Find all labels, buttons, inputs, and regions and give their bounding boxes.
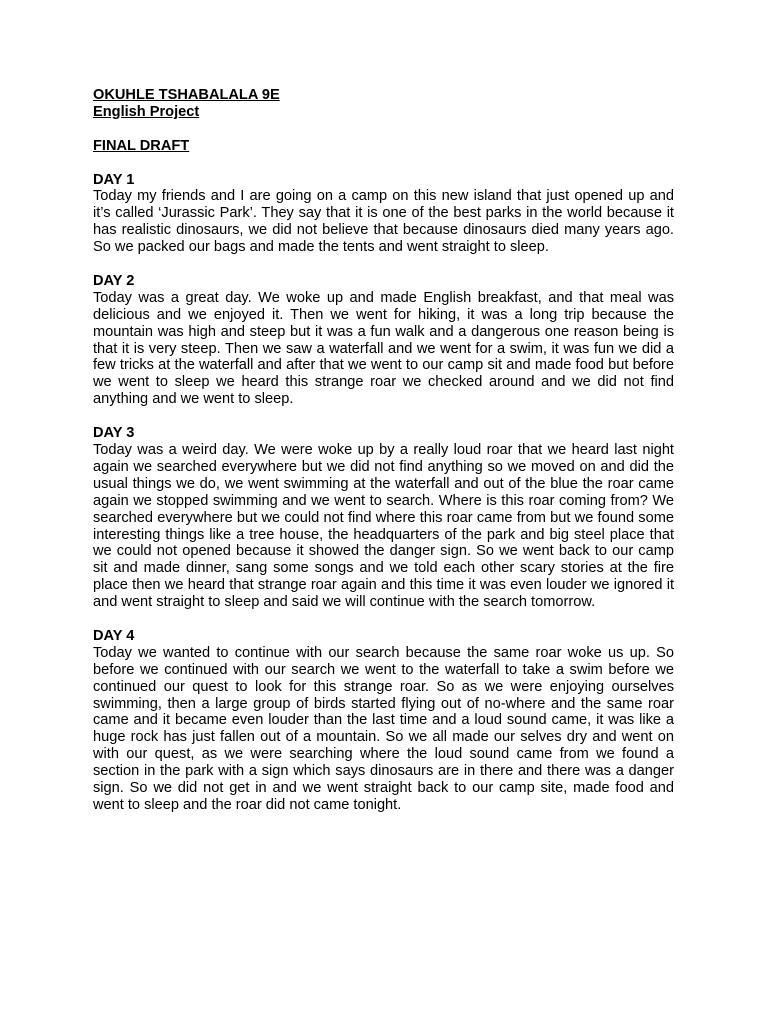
day-heading: DAY 2 (93, 272, 135, 289)
day-paragraph: Today my friends and I are going on a camp on this new island that just opened up and it’s called ‘Jurassic Park’. They say that it is one of the best parks in the world because it has realistic dinosaurs, we did not believe that because dinosaurs died many years ago. So we packed our bags and made the tents and went straight to sleep. (93, 188, 674, 256)
day-section-2 (93, 273, 674, 408)
day-heading: DAY 4 (93, 627, 135, 644)
day-paragraph: Today we wanted to continue with our search because the same roar woke us up. So before we continued with our search we went to the waterfall to take a swim before we continued our quest to look for this strange roar. So as we were enjoying ourselves swimming, then a large group of birds started flying out of no-where and the same roar came and it became even louder than the last time and a loud sound came, it was like a huge rock has just fallen out of a mountain. So we all made our selves dry and went on with our quest, as we were searching where the loud sound came from we found a section in the park with a sign which says dinosaurs are in there and there was a danger sign. So we did not get in and we went straight back to our camp site, made food and went to sleep and the roar did not came tonight. (93, 644, 674, 813)
day-paragraph: Today was a weird day. We were woke up by a really loud roar that we heard last night again we searched everywhere but we did not find anything so we moved on and did the usual things we do, we went swimming at the waterfall and out of the blue the roar came again we stopped swimming and we went to search. Where is this roar coming from? We searched everywhere but we could not find where this roar came from but we found some interesting things like a tree house, the headquarters of the park and big steel place that we could not opened because it showed the danger sign. So we went back to our camp sit and made dinner, sang some songs and we told each other scary stories at the fire place then we heard that strange roar again and this time it was even louder we ignored it and went straight to sleep and said we will continue with the search tomorrow. (93, 441, 674, 611)
day-heading: DAY 1 (93, 171, 135, 188)
author-line: OKUHLE TSHABALALA 9E (93, 87, 280, 103)
day-paragraph: Today was a great day. We woke up and made English breakfast, and that meal was delicious and we enjoyed it. Then we went for hiking, it was a long trip because the mountain was high and steep but it was a fun walk and a dangerous one reason being is that it is very steep. Then we saw a waterfall and we went for a swim, it was fun we did a few tricks at the waterfall and after that we went to our camp sit and made food but before we went to sleep we heard this strange roar we checked around and we did not find anything and we went to sleep. (93, 289, 674, 408)
day-section-3 (93, 425, 674, 611)
draft-label: FINAL DRAFT (93, 137, 190, 154)
day-section-4 (93, 628, 674, 814)
day-heading: DAY 3 (93, 425, 135, 442)
document-page (93, 87, 674, 814)
day-section-1 (93, 172, 674, 257)
project-title: English Project (93, 103, 200, 120)
